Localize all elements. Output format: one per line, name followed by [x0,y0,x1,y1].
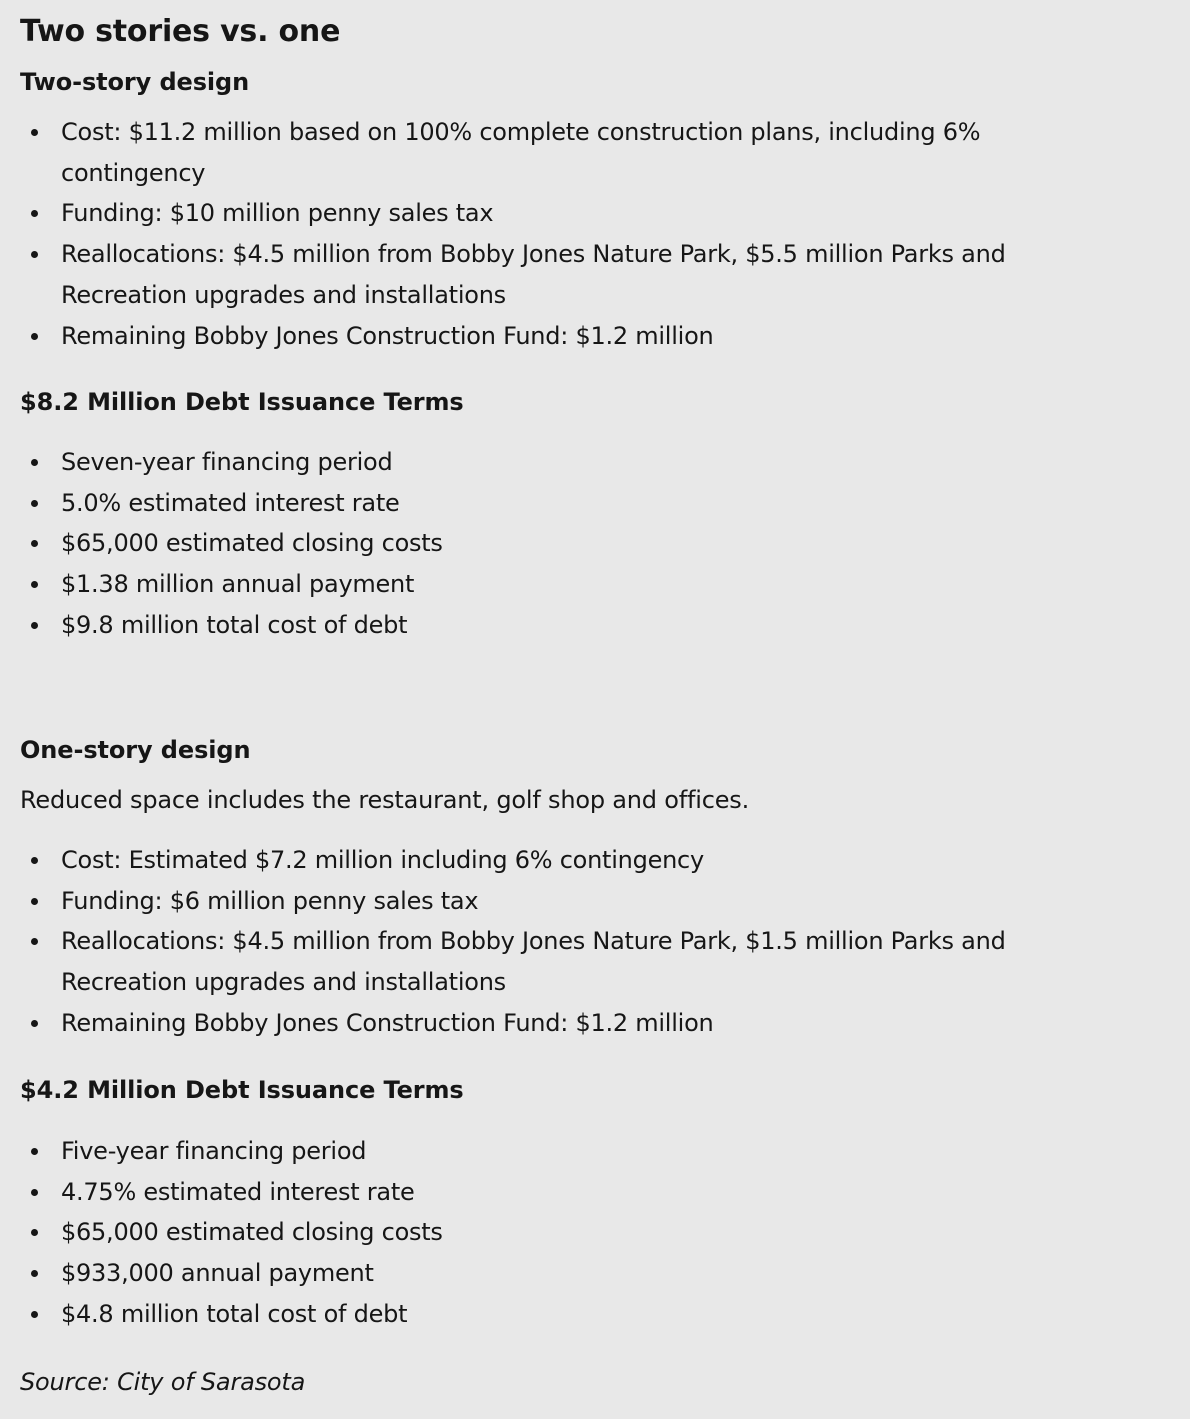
list-item: 5.0% estimated interest rate [20,483,1180,524]
list-item: Remaining Bobby Jones Construction Fund: $1.2 million [20,1003,1180,1044]
section-title: Two stories vs. one [20,14,341,49]
one-story-debt-list [20,1131,1180,1335]
list-item [20,921,1180,1002]
two-story-debt-heading: $8.2 Million Debt Issuance Terms [20,388,464,416]
one-story-debt-heading: $4.2 Million Debt Issuance Terms [20,1076,464,1104]
list-item: Seven-year financing period [20,442,1180,483]
one-story-description: Reduced space includes the restaurant, golf shop and offices. [20,786,750,814]
one-story-list [20,840,1180,1044]
list-item-text: Recreation upgrades and installations [61,280,506,309]
two-story-list [20,112,1180,356]
list-item: $1.38 million annual payment [20,564,1180,605]
list-item: Remaining Bobby Jones Construction Fund: $1.2 million [20,316,1180,357]
list-item: $65,000 estimated closing costs [20,1212,1180,1253]
two-story-debt-list [20,442,1180,646]
list-item: $65,000 estimated closing costs [20,523,1180,564]
list-item-text: Reallocations: $4.5 million from Bobby Jones Nature Park, $1.5 million Parks and [61,927,1006,956]
list-item: Funding: $10 million penny sales tax [20,193,1180,234]
list-item: Funding: $6 million penny sales tax [20,881,1180,922]
list-item [20,112,1180,193]
list-item: 4.75% estimated interest rate [20,1172,1180,1213]
two-story-heading: Two-story design [20,68,250,96]
source-credit: Source: City of Sarasota [20,1368,306,1396]
list-item: Five-year financing period [20,1131,1180,1172]
one-story-heading: One-story design [20,736,251,764]
list-item: Cost: Estimated $7.2 million including 6% contingency [20,840,1180,881]
list-item-text: Cost: $11.2 million based on 100% complete construction plans, including 6% [61,118,981,146]
list-item: $933,000 annual payment [20,1253,1180,1294]
list-item: $4.8 million total cost of debt [20,1294,1180,1335]
list-item-text: contingency [61,158,206,187]
list-item: $9.8 million total cost of debt [20,605,1180,646]
list-item-text: Recreation upgrades and installations [61,968,506,997]
list-item [20,234,1180,315]
list-item-text: Reallocations: $4.5 million from Bobby Jones Nature Park, $5.5 million Parks and [61,240,1006,269]
